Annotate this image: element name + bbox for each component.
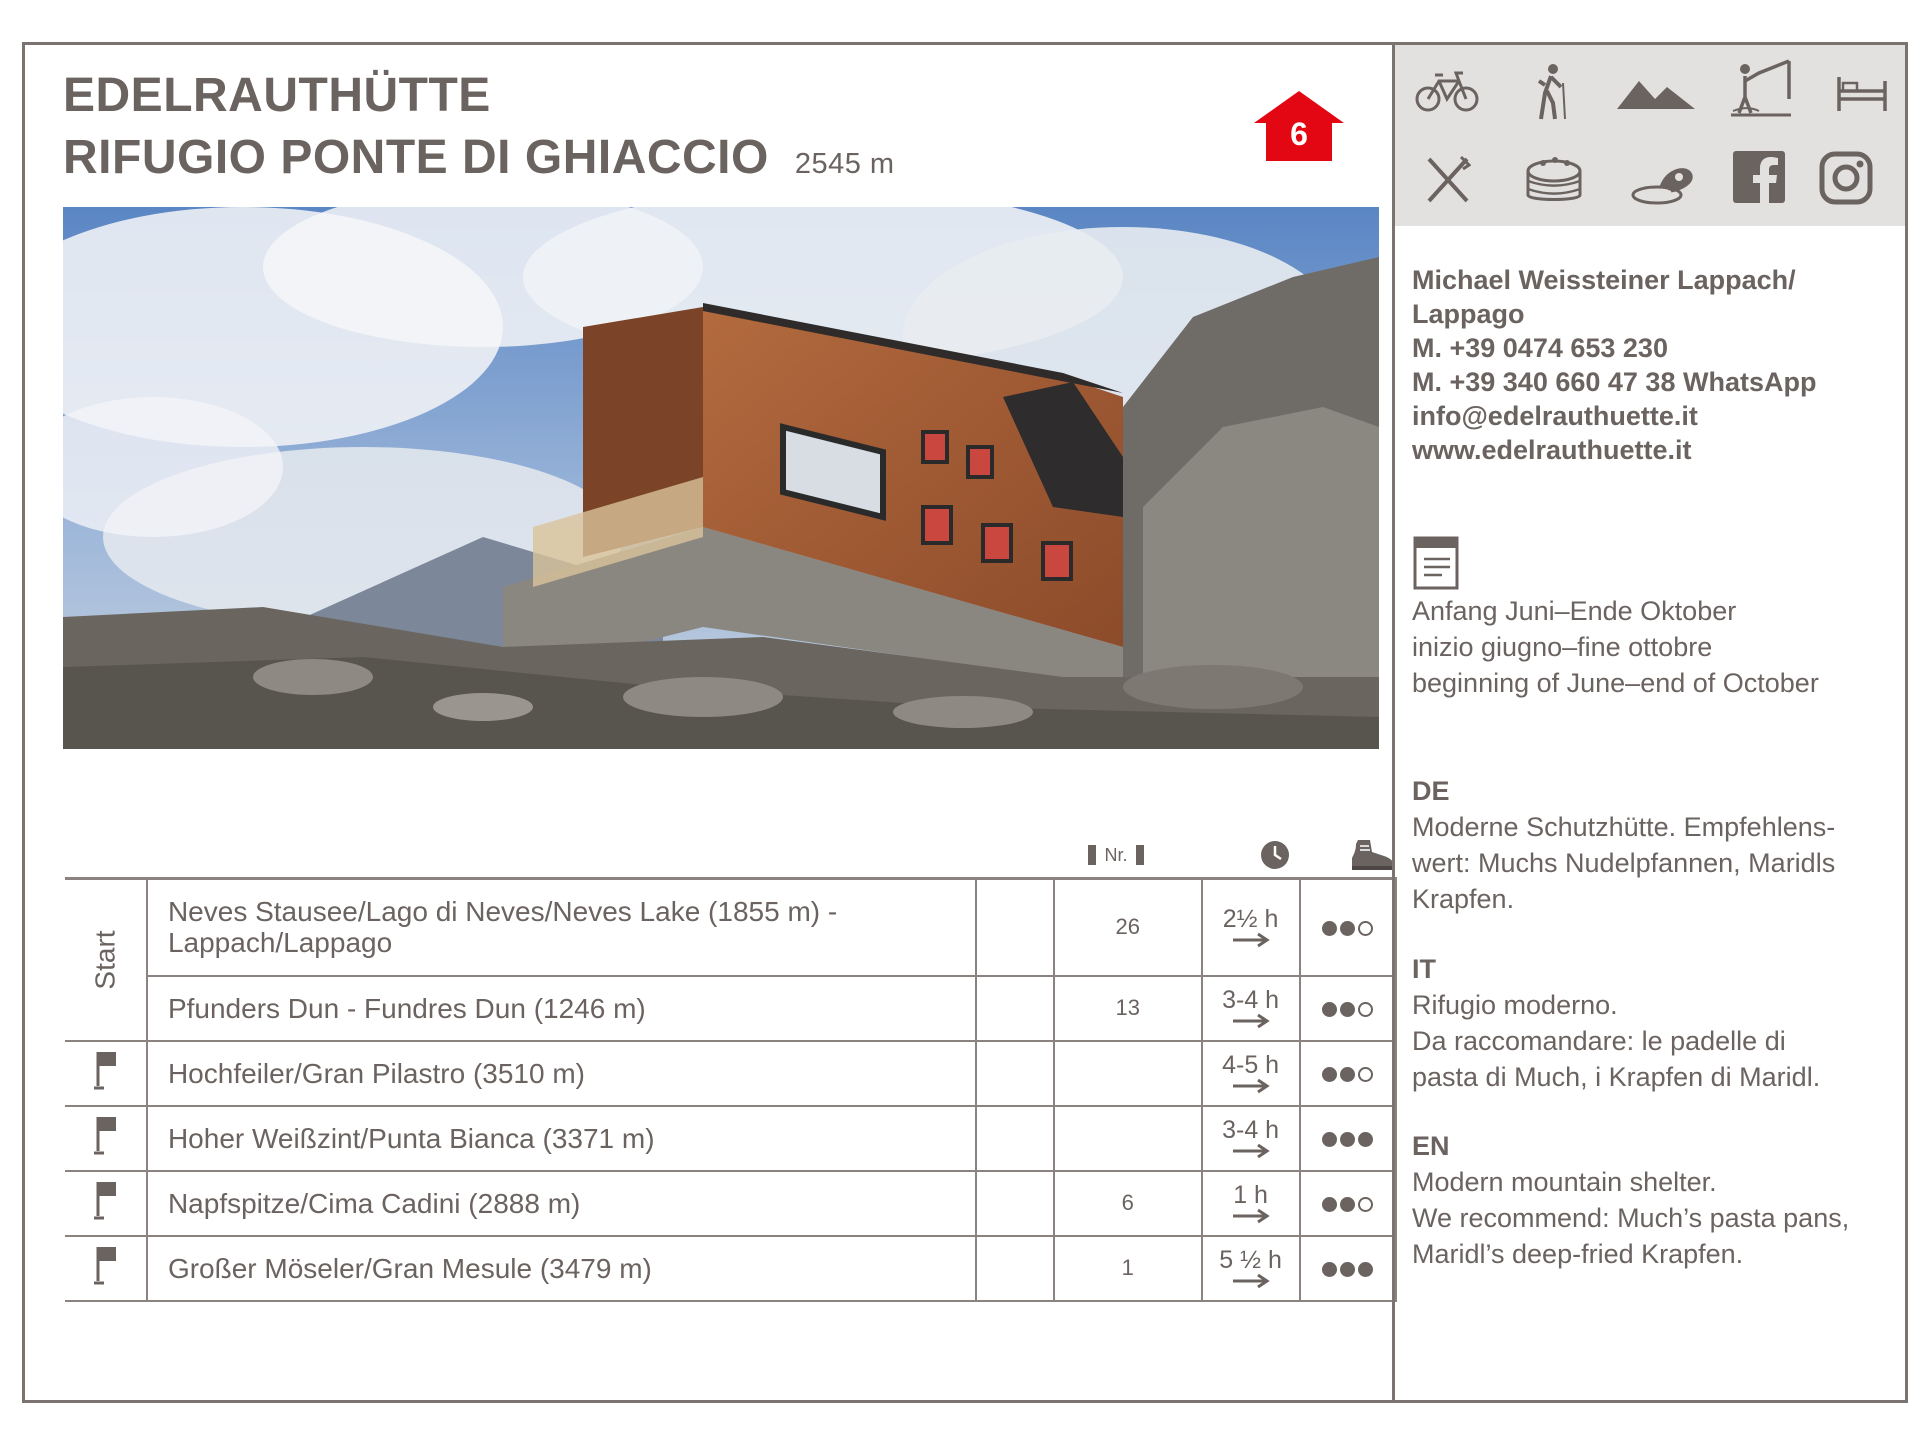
summit-flag-icon — [92, 1115, 118, 1155]
bed-icon — [1835, 73, 1889, 113]
empty-cell — [976, 1106, 1054, 1171]
route-nr: 1 — [1054, 1236, 1202, 1301]
amenities-icon-bar — [1395, 45, 1905, 226]
route-name — [147, 879, 976, 976]
header-time — [1230, 830, 1320, 880]
route-nr: 13 — [1054, 976, 1202, 1041]
nr-bar-right — [1136, 845, 1144, 865]
route-time-text: 3-4 h — [1222, 986, 1280, 1014]
arrow-right-icon — [1232, 1078, 1270, 1094]
description-en-line2: We recommend: Much’s pasta pans, — [1412, 1203, 1850, 1233]
hut-name-it-line — [63, 127, 895, 195]
route-name-text: Neves Stausee/Lago di Neves/Neves Lake (1855 m) - Lappach/Lappago — [167, 896, 838, 959]
cake-icon — [1525, 155, 1583, 207]
route-time — [1202, 879, 1300, 976]
hut-number-badge — [1252, 89, 1346, 163]
route-time — [1202, 1041, 1300, 1106]
arrow-right-icon — [1232, 932, 1270, 948]
empty-cell — [976, 879, 1054, 976]
route-name: Pfunders Dun - Fundres Dun (1246 m) — [147, 976, 976, 1041]
clock-icon — [1260, 840, 1290, 870]
route-time-text: 2½ h — [1222, 905, 1279, 934]
contact-email-link[interactable]: info@edelrauthuette.it — [1412, 401, 1698, 431]
route-time — [1202, 976, 1300, 1041]
route-time — [1202, 1106, 1300, 1171]
arrow-right-icon — [1232, 1143, 1270, 1159]
route-nr: 26 — [1054, 879, 1202, 976]
description-de — [1412, 773, 1835, 917]
description-de-line3: Krapfen. — [1412, 884, 1515, 914]
table-row — [65, 1041, 1396, 1106]
route-time — [1202, 1236, 1300, 1301]
route-name: Hochfeiler/Gran Pilastro (3510 m) — [147, 1041, 976, 1106]
fork-knife-icon — [1425, 155, 1471, 205]
route-difficulty — [1300, 1236, 1396, 1301]
route-difficulty — [1300, 1041, 1396, 1106]
empty-cell — [976, 1041, 1054, 1106]
description-it-line2: Da raccomandare: le padelle di — [1412, 1026, 1786, 1056]
route-time-text: 3-4 h — [1222, 1116, 1280, 1144]
description-it-line1: Rifugio moderno. — [1412, 990, 1618, 1020]
contact-name-line1: Michael Weissteiner Lappach/ — [1412, 265, 1796, 295]
summit-flag-icon — [92, 1050, 118, 1090]
route-nr — [1054, 1041, 1202, 1106]
season-block — [1412, 593, 1819, 701]
route-time — [1202, 1171, 1300, 1236]
description-de-line2: wert: Muchs Nudelpfannen, Maridls — [1412, 848, 1836, 878]
arrow-right-icon — [1232, 1273, 1270, 1289]
description-en — [1412, 1128, 1849, 1272]
table-row — [65, 1171, 1396, 1236]
route-difficulty — [1300, 879, 1396, 976]
hut-card — [22, 42, 1908, 1403]
empty-cell — [976, 1171, 1054, 1236]
route-difficulty — [1300, 976, 1396, 1041]
house-badge-icon — [1252, 89, 1346, 163]
hut-title — [63, 65, 895, 195]
hut-name-it: RIFUGIO PONTE DI GHIACCIO — [63, 131, 769, 184]
bicycle-icon — [1415, 69, 1479, 113]
routes-table — [65, 877, 1397, 1302]
hut-photo-image — [63, 207, 1379, 749]
summit-flag-cell — [65, 1106, 147, 1171]
start-cell — [65, 879, 147, 1041]
route-time-text: 1 h — [1233, 1181, 1268, 1209]
instagram-icon — [1819, 151, 1873, 205]
empty-cell — [976, 1236, 1054, 1301]
table-row — [65, 1236, 1396, 1301]
lang-code-de: DE — [1412, 776, 1450, 806]
lang-code-en: EN — [1412, 1131, 1450, 1161]
boot-icon — [1350, 838, 1396, 872]
contact-block — [1412, 263, 1816, 467]
contact-phone-2[interactable]: M. +39 340 660 47 38 WhatsApp — [1412, 367, 1817, 397]
hiker-icon — [1531, 63, 1571, 121]
fishing-icon — [1729, 59, 1793, 119]
table-row — [65, 1106, 1396, 1171]
description-en-line1: Modern mountain shelter. — [1412, 1167, 1717, 1197]
hut-elevation: 2545 m — [794, 148, 895, 180]
contact-website-link[interactable]: www.edelrauthuette.it — [1412, 435, 1692, 465]
summit-flag-cell — [65, 1171, 147, 1236]
route-difficulty — [1300, 1106, 1396, 1171]
calendar-icon — [1412, 535, 1460, 591]
summit-flag-cell — [65, 1236, 147, 1301]
mountains-icon — [1617, 75, 1695, 111]
season-en: beginning of June–end of October — [1412, 668, 1819, 698]
route-name: Napfspitze/Cima Cadini (2888 m) — [147, 1171, 976, 1236]
facebook-icon — [1733, 151, 1785, 203]
description-en-line3: Maridl’s deep-fried Krapfen. — [1412, 1239, 1744, 1269]
header-nr-label: Nr. — [1104, 844, 1128, 865]
table-row — [65, 879, 1396, 976]
arrow-right-icon — [1232, 1208, 1270, 1224]
table-row — [65, 976, 1396, 1041]
route-time-text: 4-5 h — [1222, 1051, 1280, 1079]
summit-flag-icon — [92, 1245, 118, 1285]
start-label: Start — [89, 930, 121, 990]
description-de-line1: Moderne Schutzhütte. Empfehlens- — [1412, 812, 1836, 842]
season-it: inizio giugno–fine ottobre — [1412, 632, 1713, 662]
contact-phone-1[interactable]: M. +39 0474 653 230 — [1412, 333, 1668, 363]
description-it — [1412, 951, 1820, 1095]
lang-code-it: IT — [1412, 954, 1436, 984]
route-difficulty — [1300, 1171, 1396, 1236]
summit-flag-cell — [65, 1041, 147, 1106]
contact-name-line2: Lappago — [1412, 299, 1525, 329]
route-time-text: 5 ½ h — [1219, 1246, 1282, 1274]
hut-photo — [63, 207, 1379, 749]
krapfen-icon — [1631, 157, 1695, 207]
route-name: Großer Möseler/Gran Mesule (3479 m) — [147, 1236, 976, 1301]
route-name: Hoher Weißzint/Punta Bianca (3371 m) — [147, 1106, 976, 1171]
hut-number: 6 — [1290, 116, 1308, 152]
summit-flag-icon — [92, 1180, 118, 1220]
empty-cell — [976, 976, 1054, 1041]
description-it-line3: pasta di Much, i Krapfen di Maridl. — [1412, 1062, 1821, 1092]
route-nr — [1054, 1106, 1202, 1171]
nr-bar-left — [1088, 845, 1096, 865]
header-nr — [1077, 830, 1155, 880]
season-de: Anfang Juni–Ende Oktober — [1412, 596, 1737, 626]
route-nr: 6 — [1054, 1171, 1202, 1236]
hut-name-de: EDELRAUTHÜTTE — [63, 69, 491, 122]
arrow-right-icon — [1232, 1013, 1270, 1029]
